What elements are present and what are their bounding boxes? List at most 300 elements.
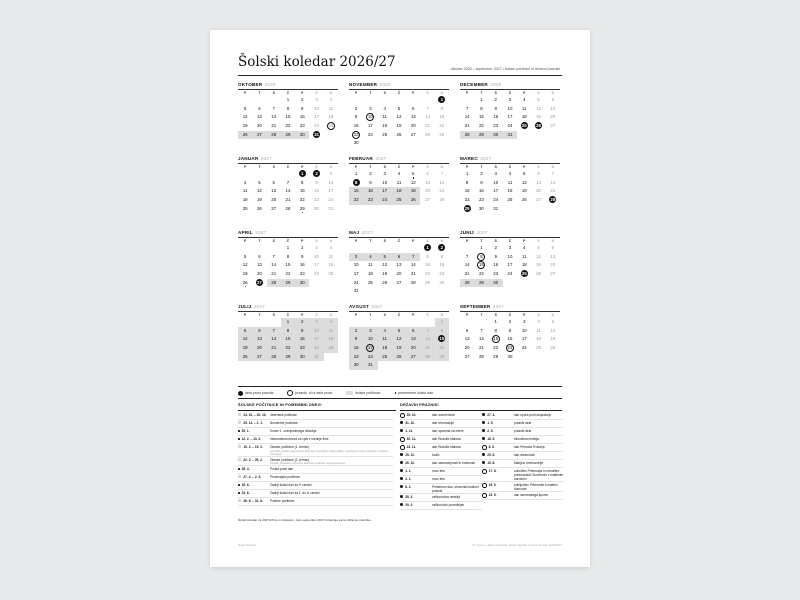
empty-cell	[238, 318, 252, 327]
day-cell: 16	[299, 114, 305, 120]
day-cell: 14	[285, 188, 291, 194]
month-grid	[349, 90, 449, 148]
day-cell: 14	[550, 179, 556, 185]
day-cell: 19	[242, 123, 248, 129]
weekday-header: N	[551, 313, 555, 317]
day-cell: 25	[367, 279, 373, 285]
day-cell: 24	[314, 123, 319, 129]
day-cell: 1	[420, 244, 434, 253]
day-cell: 14	[271, 114, 277, 120]
day-cell: 20	[256, 123, 262, 129]
day-cell: 6	[551, 97, 555, 102]
event-subtext: gorenjska, goriška, jugovzhodna Slovenija, Notranjska, obalno-kraška, osrednjeslovenska, posavska, primorsko-notranjska	[270, 449, 389, 456]
day-cell: 17	[507, 262, 513, 268]
marker-icon	[238, 445, 241, 448]
day-cell: 15	[439, 114, 445, 120]
event-text: Informativna dneva za vpis v srednje šole	[270, 437, 329, 441]
day-cell: 20	[406, 344, 420, 353]
day-cell: 30	[295, 131, 309, 140]
day-cell: 4	[537, 319, 540, 324]
empty-cell	[474, 318, 488, 327]
list-item	[400, 494, 482, 502]
day-cell: 27	[406, 353, 420, 362]
event-date: 10. 11.	[406, 437, 417, 441]
day-cell: 28	[267, 131, 281, 140]
day-cell: 23	[314, 197, 319, 203]
day-cell: 23	[295, 344, 309, 353]
day-cell: 1	[435, 96, 449, 105]
day-cell: 13	[396, 262, 402, 268]
month-februar	[349, 156, 449, 205]
day-cell: 29	[281, 131, 295, 140]
day-cell: 2	[494, 245, 497, 250]
weekday-header: S	[383, 165, 386, 169]
empty-cell	[349, 318, 363, 327]
footer-right: Vir: gov.si – državni prazniki, delela odredba za osnovne šole 2026/2027	[472, 543, 562, 547]
weekday-header: S	[383, 239, 386, 243]
month-name: FEBRUAR 2027	[349, 156, 387, 161]
day-cell: 19	[550, 336, 556, 342]
day-cell: 21	[271, 123, 277, 129]
day-cell: 21	[410, 271, 416, 277]
list-item	[400, 412, 482, 420]
day-cell: 30	[353, 140, 359, 146]
day-cell: 18	[378, 344, 392, 353]
empty-cell	[238, 244, 252, 253]
event-text: dan Primoža Trubarja	[514, 445, 545, 449]
empty-cell	[267, 170, 281, 179]
day-cell: 4	[329, 245, 333, 250]
day-cell: 4	[363, 253, 377, 262]
list-item	[400, 436, 482, 444]
day-cell: 10	[314, 105, 319, 111]
day-cell: 7	[440, 171, 444, 176]
day-cell: 25	[392, 196, 406, 205]
day-cell: 11	[522, 105, 527, 111]
day-cell: 6	[412, 105, 415, 111]
month-name: SEPTEMBER 2027	[460, 304, 504, 309]
day-cell: 25	[507, 197, 513, 203]
weekday-header: S	[315, 165, 318, 169]
day-cell: 26	[536, 123, 541, 129]
event-date: 25. 10.	[406, 413, 417, 417]
event-text: dan suverenosti	[432, 413, 455, 417]
legend	[238, 390, 433, 396]
day-cell: 22	[464, 197, 470, 203]
empty-cell	[392, 318, 406, 327]
day-cell: 15	[478, 262, 484, 268]
day-cell: 8	[286, 105, 290, 111]
weekday-header: P	[355, 239, 358, 243]
weekday-header: T	[369, 91, 372, 95]
day-cell: 2	[494, 97, 497, 102]
marker-icon	[400, 469, 403, 472]
day-cell: 14	[271, 262, 277, 268]
day-cell: 21	[550, 188, 556, 194]
day-cell: 12	[392, 335, 406, 344]
dot-marker-icon	[395, 392, 397, 394]
day-cell: 11	[396, 179, 402, 185]
day-cell: 14	[464, 262, 470, 268]
day-cell: 22	[281, 344, 295, 353]
day-cell: 18	[536, 336, 541, 342]
weekday-header: S	[272, 239, 275, 243]
day-cell: 24	[507, 123, 513, 129]
day-cell: 3	[508, 245, 512, 250]
event-date: 24. 10. – 30. 10.	[243, 413, 267, 417]
event-date: 27. 4.	[487, 413, 496, 417]
empty-cell	[252, 244, 266, 253]
empty-cell	[378, 318, 392, 327]
weekday-header: S	[272, 91, 275, 95]
day-cell: 22	[285, 123, 291, 129]
day-cell: 9	[494, 253, 497, 259]
event-date: 15. 9.	[488, 483, 497, 487]
day-cell: 9	[295, 327, 309, 336]
marker-icon	[400, 421, 403, 424]
empty-cell	[420, 318, 434, 327]
day-cell: 4	[508, 171, 512, 176]
day-cell: 14	[425, 114, 430, 120]
event-date: 16. 5.	[487, 437, 496, 441]
weekday-header: T	[258, 313, 261, 317]
day-cell: 3	[363, 327, 377, 336]
weekday-header: S	[272, 165, 275, 169]
day-cell: 27	[425, 197, 430, 203]
day-cell: 6	[272, 179, 275, 185]
weekday-header: Č	[397, 91, 401, 95]
weekday-header: Č	[508, 91, 512, 95]
list-item	[400, 476, 482, 484]
day-cell: 17	[378, 187, 392, 196]
day-cell: 17	[353, 271, 359, 277]
weekday-header: P	[523, 91, 526, 95]
event-date: 26. 4.	[241, 467, 250, 471]
event-text: božič	[432, 453, 440, 457]
weekday-header: Č	[508, 239, 512, 243]
day-cell: 16	[299, 262, 305, 268]
weekday-header: N	[329, 313, 333, 317]
weekday-header: P	[355, 91, 358, 95]
day-cell: 10	[382, 179, 388, 185]
day-cell: 11	[328, 253, 334, 259]
month-grid	[238, 312, 338, 361]
event-date: 15. 8.	[487, 461, 496, 465]
day-cell: 11	[368, 262, 373, 268]
day-cell: 19	[536, 114, 541, 120]
state-section-rule	[400, 410, 562, 411]
list-item	[482, 452, 564, 460]
month-avgust	[349, 304, 449, 370]
list-item	[238, 444, 393, 457]
day-cell: 19	[406, 187, 420, 196]
marker-icon	[400, 485, 403, 488]
day-cell: 9	[508, 327, 512, 333]
day-cell: 18	[392, 187, 406, 196]
event-date: 29. 1.	[241, 429, 250, 433]
month-januar	[238, 156, 338, 213]
day-cell: 27	[256, 279, 262, 285]
day-cell: 25	[324, 344, 338, 353]
day-cell: 14	[267, 335, 281, 344]
day-cell: 12	[521, 179, 527, 185]
day-cell: 13	[406, 335, 420, 344]
weekday-header: N	[440, 313, 444, 317]
day-cell: 2	[508, 319, 512, 324]
day-cell: 2	[301, 245, 304, 250]
day-cell: 23	[363, 196, 377, 205]
day-cell: 16	[507, 336, 513, 342]
empty-cell	[460, 96, 474, 105]
event-text: priključitev Primorske k matični domovini	[514, 483, 558, 491]
day-cell: 12	[396, 114, 402, 120]
day-cell: 10	[328, 179, 334, 185]
empty-cell	[392, 96, 406, 105]
day-cell: 17	[363, 344, 377, 353]
day-cell: 14	[439, 179, 445, 185]
day-cell: 14	[464, 114, 470, 120]
marker-icon	[238, 438, 240, 440]
month-grid	[238, 164, 338, 213]
day-cell: 18	[382, 123, 388, 129]
day-cell: 14	[420, 335, 434, 344]
day-cell: 18	[521, 262, 527, 268]
marker-icon	[400, 503, 403, 506]
event-text: dan spomina na mrtve	[432, 429, 464, 433]
day-cell: 17	[314, 262, 319, 268]
weekday-header: P	[466, 313, 469, 317]
day-cell: 29	[281, 279, 295, 288]
month-maj	[349, 230, 449, 296]
month-name: MAJ 2027	[349, 230, 373, 235]
day-cell: 2	[295, 318, 309, 327]
day-cell: 13	[550, 105, 556, 111]
day-cell: 21	[420, 344, 434, 353]
empty-cell	[460, 244, 474, 253]
event-date: 28. 3.	[405, 495, 414, 499]
day-cell: 13	[425, 179, 430, 185]
marker-icon	[482, 469, 487, 474]
month-name: NOVEMBER 2026	[349, 82, 391, 87]
day-cell: 16	[363, 187, 377, 196]
weekday-header: P	[466, 165, 469, 169]
month-grid	[349, 164, 449, 205]
calendar-sheet	[210, 30, 590, 567]
school-events-list	[238, 412, 393, 506]
day-cell: 1	[465, 171, 469, 176]
day-cell: 26	[392, 353, 406, 362]
weekday-header: Č	[508, 165, 512, 169]
empty-cell	[238, 170, 252, 179]
day-cell: 7	[272, 105, 275, 111]
weekday-header: P	[244, 239, 247, 243]
legend-rule	[238, 386, 562, 387]
list-item	[400, 460, 482, 468]
day-cell: 31	[503, 131, 517, 140]
day-cell: 4	[324, 318, 338, 327]
day-cell: 8	[281, 327, 295, 336]
legend-dot: pomemben šolski dan	[395, 391, 434, 395]
list-item	[482, 492, 564, 500]
day-cell: 14	[410, 262, 416, 268]
day-cell: 13	[256, 262, 262, 268]
day-cell: 13	[256, 114, 262, 120]
day-cell: 11	[536, 327, 541, 333]
day-cell: 25	[536, 345, 541, 351]
day-cell: 24	[328, 197, 334, 203]
calendar-note: Šolski koledar za 2027/28 še ni objavljen, zato september 2027 prikazuje samo državne praznike.	[238, 518, 372, 522]
event-date: 25. 6.	[487, 453, 496, 457]
weekday-header: Č	[397, 165, 401, 169]
weekday-header: S	[426, 313, 429, 317]
event-date: 1. 11.	[405, 429, 413, 433]
day-cell: 9	[301, 253, 304, 259]
page-subtitle: oktober 2026 – september 2027 • šolske počitnice in državni prazniki	[450, 67, 560, 71]
day-cell: 23	[349, 353, 363, 362]
event-text: dan državnosti	[514, 453, 535, 457]
day-cell: 15	[425, 262, 430, 268]
day-cell: 26	[238, 353, 252, 362]
month-december	[460, 82, 560, 139]
day-cell: 8	[440, 105, 444, 111]
weekday-header: S	[383, 313, 386, 317]
day-cell: 29	[474, 131, 488, 140]
weekday-header: Č	[286, 165, 290, 169]
marker-icon	[238, 458, 241, 461]
day-cell: 19	[396, 123, 402, 129]
empty-cell	[349, 96, 363, 105]
day-cell: 7	[465, 105, 469, 111]
empty-cell	[406, 244, 420, 253]
day-cell: 7	[426, 105, 429, 111]
weekday-header: N	[329, 91, 333, 95]
day-cell: 27	[550, 271, 556, 277]
day-cell: 27	[464, 353, 470, 359]
day-cell: 19	[256, 197, 262, 203]
marker-icon	[400, 445, 405, 450]
day-cell: 8	[426, 253, 429, 259]
event-date: 26. 6. – 31. 8.	[243, 499, 263, 503]
day-cell: 5	[397, 105, 401, 111]
weekday-header: P	[244, 313, 247, 317]
month-grid	[238, 238, 338, 287]
day-cell: 17	[314, 114, 319, 120]
event-date: 22. 2. – 26. 2.	[243, 457, 263, 462]
empty-cell	[378, 244, 392, 253]
day-cell: 4	[329, 97, 333, 102]
day-cell: 10	[521, 327, 527, 333]
event-text: velikonočni ponedeljek	[432, 503, 465, 507]
day-cell: 12	[256, 188, 262, 194]
day-cell: 31	[353, 288, 359, 294]
marker-icon	[400, 429, 403, 432]
weekday-header: S	[494, 91, 497, 95]
weekday-header: T	[258, 239, 261, 243]
month-grid	[460, 164, 560, 213]
day-cell: 7	[267, 327, 281, 336]
event-date: 27. 4. – 2. 5.	[243, 475, 262, 479]
day-cell: 1	[295, 170, 309, 179]
marker-icon	[482, 429, 485, 432]
event-date: 23. 9.	[488, 493, 497, 497]
day-cell: 5	[537, 97, 540, 102]
day-cell: 7	[420, 327, 434, 336]
day-cell: 19	[392, 344, 406, 353]
day-cell: 9	[440, 253, 444, 259]
day-cell: 26	[521, 197, 527, 203]
day-cell: 13	[410, 114, 416, 120]
day-cell: 24	[309, 344, 323, 353]
weekday-header: N	[440, 165, 444, 169]
day-cell: 9	[349, 335, 363, 344]
weekday-header: S	[537, 239, 540, 243]
state-section-title: DRŽAVNI PRAZNIKI	[400, 403, 439, 407]
day-cell: 27	[396, 279, 402, 285]
event-text: Marijino vnebovzetje	[514, 461, 544, 465]
weekday-header: P	[523, 313, 526, 317]
day-cell: 5	[243, 105, 247, 111]
day-cell: 30	[507, 353, 513, 359]
day-cell: 25	[242, 205, 248, 211]
weekday-header: S	[315, 91, 318, 95]
day-cell: 28	[420, 353, 434, 362]
school-section-title: ŠOLSKE POČITNICE IN POMEMBNI DNEVI	[238, 403, 322, 407]
day-cell: 11	[507, 179, 513, 185]
month-name: APRIL 2027	[238, 230, 267, 235]
legend-bottom-rule	[238, 398, 562, 399]
day-cell: 18	[328, 262, 334, 268]
event-date: 12. 2. – 13. 2.	[241, 437, 262, 441]
day-cell: 18	[324, 335, 338, 344]
day-cell: 16	[353, 123, 359, 129]
day-cell: 17	[367, 123, 373, 129]
day-cell: 31	[314, 131, 319, 137]
day-cell: 13	[550, 253, 556, 259]
day-cell: 11	[378, 335, 392, 344]
day-cell: 23	[299, 271, 305, 277]
weekday-header: T	[369, 239, 372, 243]
event-text: Pouka prost dan	[270, 467, 294, 471]
day-cell: 16	[439, 262, 445, 268]
marker-icon	[400, 461, 403, 464]
day-cell: 20	[396, 271, 402, 277]
day-cell: 8	[494, 327, 497, 333]
weekday-header: S	[426, 165, 429, 169]
day-cell: 24	[363, 353, 377, 362]
day-cell: 23	[507, 345, 513, 351]
day-cell: 28	[439, 197, 445, 203]
day-cell: 29	[439, 131, 445, 137]
day-cell: 4	[523, 97, 526, 102]
weekday-header: P	[301, 165, 304, 169]
event-text: velikonočna nedelja	[432, 495, 460, 499]
empty-cell	[267, 318, 281, 327]
day-cell: 6	[258, 253, 261, 259]
day-cell: 6	[406, 327, 420, 336]
day-cell: 2	[435, 244, 449, 253]
day-cell: 28	[410, 279, 416, 285]
empty-cell	[267, 96, 281, 105]
day-cell: 30	[314, 205, 319, 211]
list-item	[400, 444, 482, 452]
day-cell: 30	[489, 131, 503, 140]
empty-cell	[252, 96, 266, 105]
event-text: praznik dela	[514, 429, 532, 433]
day-cell: 5	[523, 171, 526, 176]
day-cell: 1	[354, 171, 358, 176]
day-cell: 30	[478, 205, 484, 211]
empty-cell	[363, 318, 377, 327]
